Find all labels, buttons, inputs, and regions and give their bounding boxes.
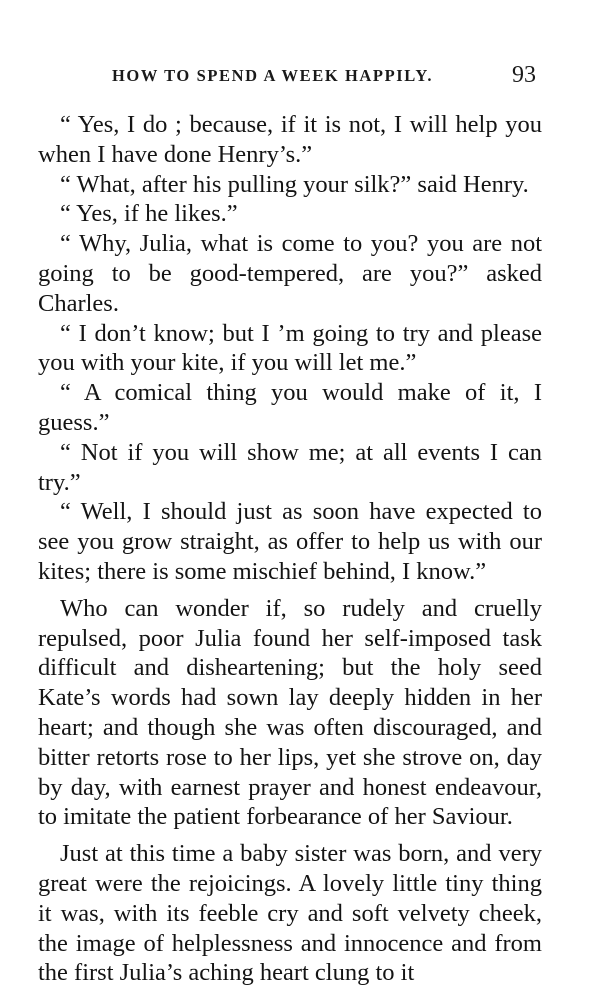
paragraph: “ What, after his pulling your silk?” said Henry. [60,170,529,198]
paragraph: “ A comical thing you would make of it, I guess.” [38,379,542,436]
page-header [0,62,607,96]
page-number: 93 [512,62,536,88]
running-title: HOW TO SPEND A WEEK HAPPILY. [112,66,434,85]
page-body [38,110,542,988]
paragraph: “ Not if you will show me; at all events I can try.” [38,438,542,496]
paragraph: Who can wonder if, so rudely and cruelly repulsed, poor Julia found her self-imposed task difficult and disheartening; but the holy seed Kate’s words had sown lay deeply hidden in her heart; and though she was often discouraged, and bitter retorts rose to her lips, yet she strove on, day by day, with earnest prayer and honest endeavour, to imitate the patient forbearance of her Saviour. [38,594,542,831]
paragraph: “ I don’t know; but I ’m going to try and please you with your kite, if you will let me.” [38,319,542,377]
paragraph: “ Why, Julia, what is come to you? you are not going to be good-tempered, are you?” asked Charles. [38,230,542,317]
paragraph: Just at this time a baby sister was born, and very great were the rejoicings. A lovely little tiny thing it was, with its feeble cry and soft velvety cheek, the image of helplessness and innocence and from the first Julia’s aching heart clung to it [38,840,542,987]
paragraph: “ Yes, if he likes.” [60,200,238,228]
paragraph: “ Well, I should just as soon have expected to see you grow straight, as offer to help us with our kites; there is some mischief behind, I know.” [38,498,542,585]
paragraph: “ Yes, I do ; because, if it is not, I will help you when I have done Henry’s.” [38,111,542,168]
